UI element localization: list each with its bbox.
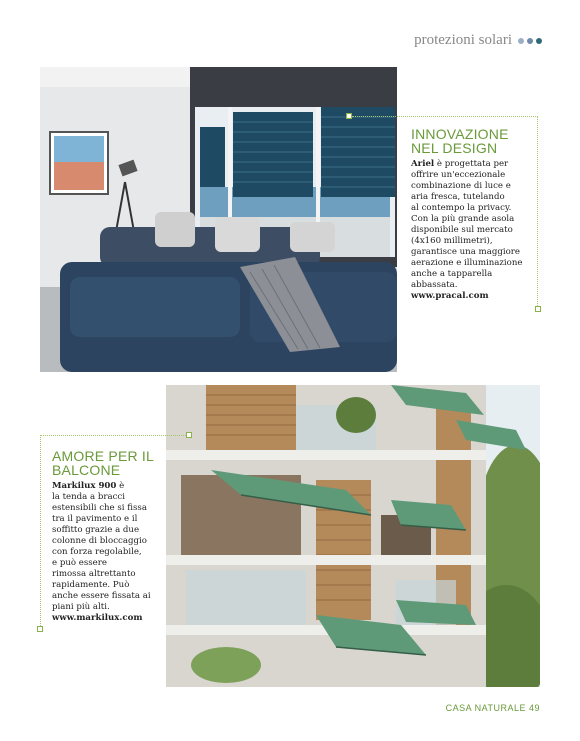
page-footer [446, 703, 540, 713]
body-line: piani più alti. [52, 602, 110, 612]
body-line: con forza regolabile, [52, 547, 142, 557]
body-line: tra il pavimento e il [52, 514, 138, 524]
body-line: e può essere [52, 558, 107, 568]
article-title-line: INNOVAZIONE [411, 126, 509, 142]
article-title-line: NEL DESIGN [411, 140, 498, 156]
living-room-illustration [40, 67, 397, 372]
brand-name: Markilux 900 [52, 481, 117, 491]
header-dots [518, 38, 542, 44]
article-title-line: BALCONE [52, 462, 121, 478]
body-line: la tenda a bracci [52, 492, 125, 502]
article-title [411, 127, 541, 155]
website-link[interactable]: www.pracal.com [411, 291, 489, 301]
dotted-divider [40, 435, 190, 436]
body-line: anche essere fissata ai [52, 591, 151, 601]
body-line: estensibili che si fissa [52, 503, 147, 513]
body-line: combinazione di luce e [411, 181, 511, 191]
body-line: Con la più grande asola [411, 214, 515, 224]
building-illustration [166, 385, 540, 687]
body-line: rimossa altrettanto [52, 569, 136, 579]
body-line: rapidamente. Può [52, 580, 130, 590]
dot-icon [536, 38, 542, 44]
body-line: (4x160 millimetri), [411, 236, 493, 246]
square-marker-icon [535, 306, 541, 312]
body-line: aerazione e illuminazione [411, 258, 523, 268]
dotted-divider [537, 116, 538, 308]
article-title [52, 449, 162, 477]
dotted-divider [40, 435, 41, 628]
living-room-photo [40, 67, 397, 372]
square-marker-icon [346, 113, 352, 119]
body-line: aria fresca, tutelando [411, 192, 505, 202]
dot-icon [527, 38, 533, 44]
body-line: offrire un'eccezionale [411, 170, 506, 180]
brand-name: Ariel [411, 159, 435, 169]
body-line: soffitto grazie a due [52, 525, 140, 535]
magazine-name: CASA NATURALE [445, 703, 526, 713]
section-header [414, 32, 542, 49]
website-link[interactable]: www.markilux.com [52, 613, 143, 623]
body-line: al contempo la privacy. [411, 203, 512, 213]
dotted-divider [352, 116, 538, 117]
square-marker-icon [37, 626, 43, 632]
body-line: colonne di bloccaggio [52, 536, 147, 546]
body-line: anche a tapparella [411, 269, 493, 279]
article-title-line: AMORE PER IL [52, 448, 154, 464]
page-number: 49 [528, 703, 540, 713]
body-line [411, 159, 541, 170]
body-line [52, 481, 162, 492]
article-amore-balcone [52, 449, 162, 624]
article-body [52, 481, 162, 624]
building-awnings-photo [166, 385, 540, 687]
section-title: protezioni solari [414, 32, 512, 48]
dot-icon [518, 38, 524, 44]
article-innovazione [411, 127, 541, 302]
square-marker-icon [186, 432, 192, 438]
body-line: disponibile sul mercato [411, 225, 513, 235]
body-line-text: è [116, 481, 125, 491]
body-line: abbassata. [411, 280, 458, 290]
body-line-text: è progettata per [434, 159, 509, 169]
article-body [411, 159, 541, 302]
body-line: garantisce una maggiore [411, 247, 520, 257]
